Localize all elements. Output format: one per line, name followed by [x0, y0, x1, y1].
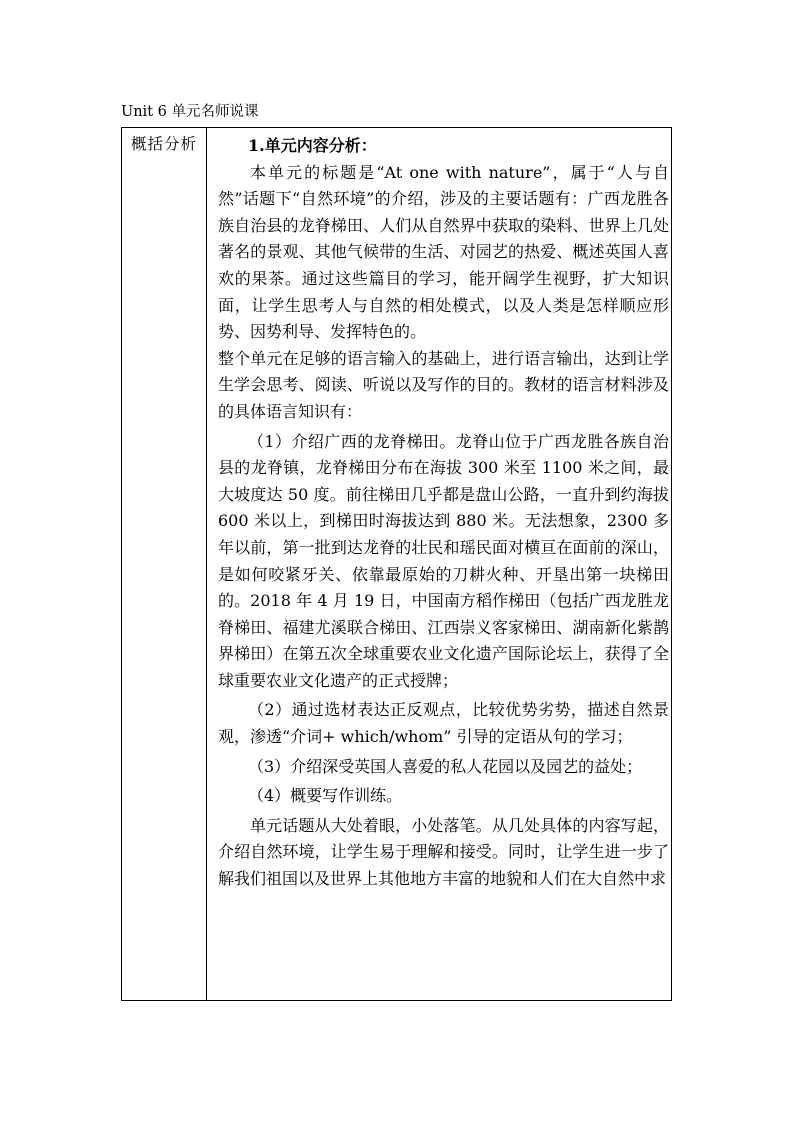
- list-item-gardening: （3）介绍深受英国人喜爱的私人花园以及园艺的益处；: [248, 756, 643, 776]
- content-cell: [207, 133, 672, 893]
- row-label-summary-analysis: 概括分析: [130, 135, 197, 153]
- list-item-viewpoints: （2）通过选材表达正反观点，比较优势劣势，描述自然景观，渗透“介词+ which/whom” 引导的定语从句的学习；: [218, 700, 669, 747]
- analysis-table: [121, 127, 672, 1001]
- paragraph-unit-topic: 单元话题从大处着眼，小处落笔。从几处具体的内容写起，介绍自然环境，让学生易于理解和接受。同时，让学生进一步了解我们祖国以及世界上其他地方丰富的地貌和人们在大自然中求: [218, 815, 669, 889]
- document-title: Unit 6 单元名师说课: [121, 104, 259, 120]
- section-heading: 1.单元内容分析：: [248, 136, 377, 155]
- paragraph-language-knowledge: 整个单元在足够的语言输入的基础上，进行语言输出，达到让学生学会思考、阅读、听说以及写作的目的。教材的语言材料涉及的具体语言知识有：: [218, 348, 669, 421]
- list-item-longji-terraces: （1）介绍广西的龙脊梯田。龙脊山位于广西龙胜各族自治县的龙脊镇，龙脊梯田分布在海拔 300 米至 1100 米之间，最大坡度达 50 度。前往梯田几乎都是盘山公路，一直升到约海拔 600 米以上，到梯田时海拔达到 880 米。无法想象，2300 多年以前，第一批到达龙脊的壮民和瑶民面对横亘在面前的深山，是如何咬紧牙关、依靠最原始的刀耕火种、开垦出第一块梯田的。2018 年 4 月 19 日，中国南方稻作梯田（包括广西龙胜龙脊梯田、福建尤溪联合梯田、江西崇义客家梯田、湖南新化紫鹊界梯田）在第五次全球重要农业文化遗产国际论坛上，获得了全球重要农业文化遗产的正式授牌；: [218, 431, 669, 690]
- list-item-summary-writing: （4）概要写作训练。: [248, 786, 403, 806]
- paragraph-unit-title-intro: 本单元的标题是“At one with nature”，属于“人与自然”话题下“自然环境”的介绍，涉及的主要话题有：广西龙胜各族自治县的龙脊梯田、人们从自然界中获取的染料、世界上几处著名的景观、其他气候带的生活、对园艺的热爱、概述英国人喜欢的果茶。通过这些篇目的学习，能开阔学生视野，扩大知识面，让学生思考人与自然的相处模式，以及人类是怎样顺应形势、因势利导、发挥特色的。: [218, 162, 669, 342]
